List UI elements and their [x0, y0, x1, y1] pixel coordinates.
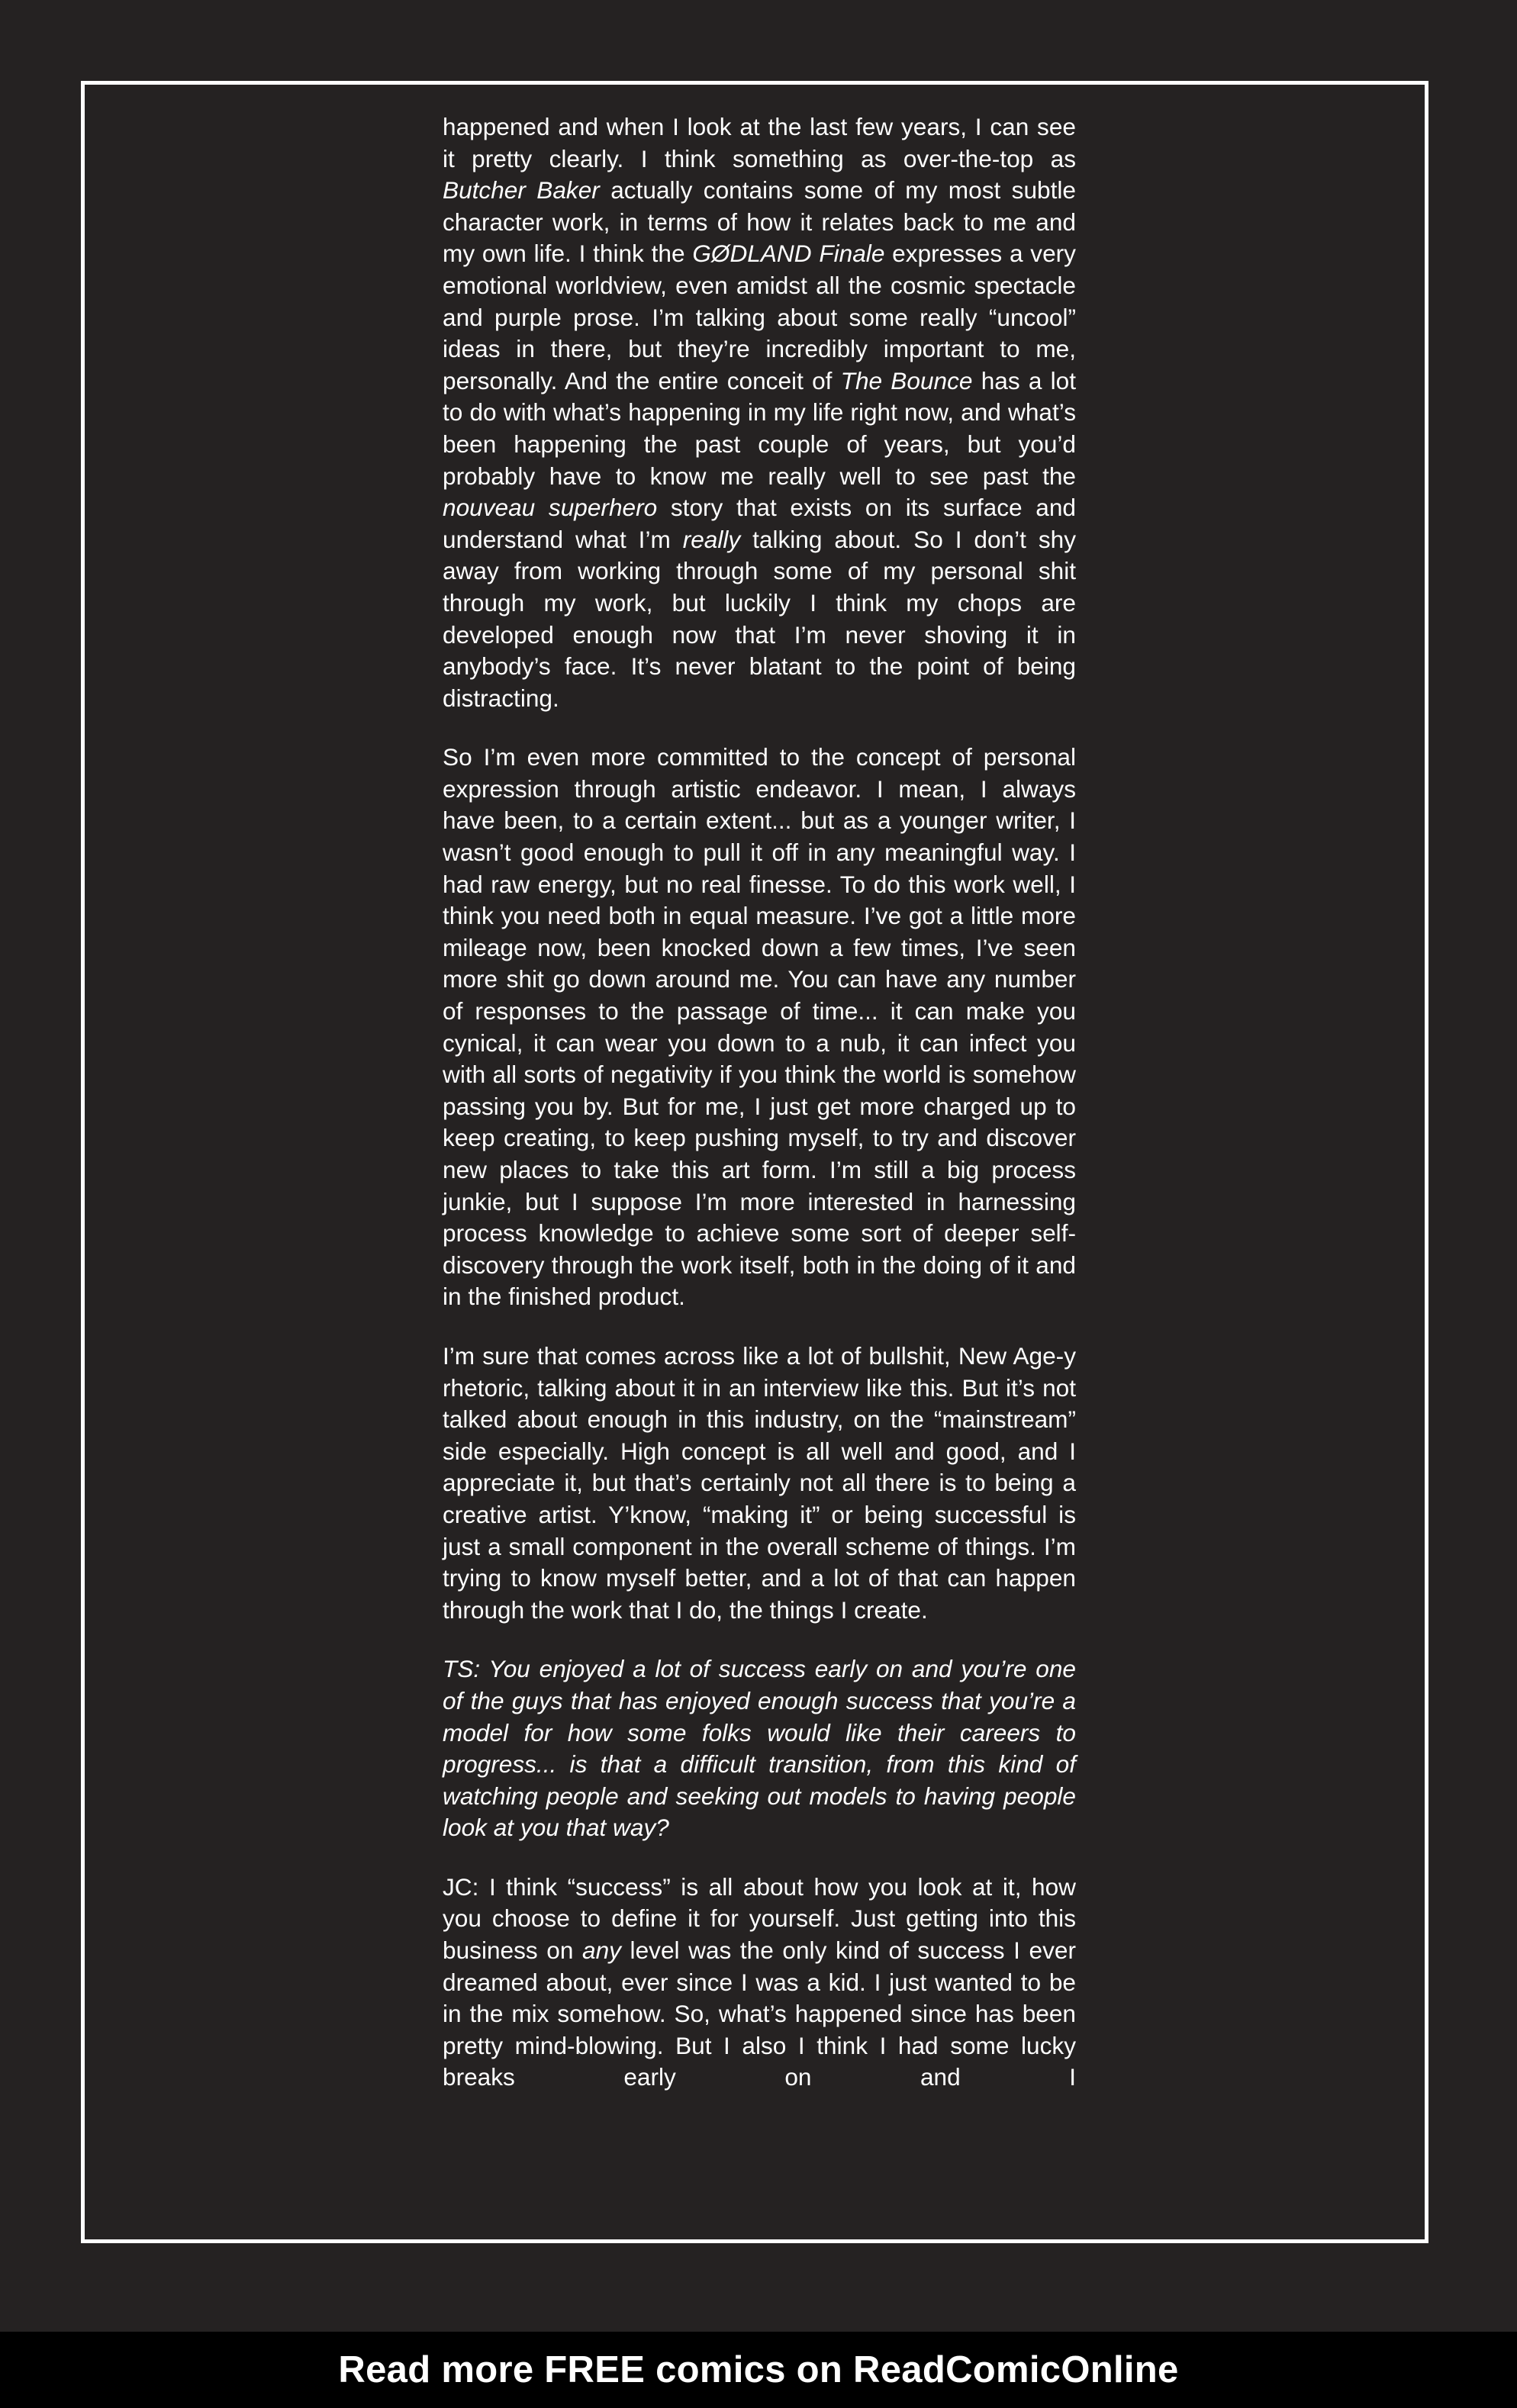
paragraph-1-text: talking about. So I don’t shy away from working through some of my personal shit through my work, but luckily I think my chops are developed enough now that I’m never shoving it in anybody’s face. It’s never blatant to the point of being distracting. [443, 525, 1076, 712]
paragraph-1-text: story that exists on its surface and understand what I’m [443, 494, 1077, 553]
emphasis-really: really [682, 525, 741, 553]
emphasis-any: any [582, 1936, 621, 1965]
interview-answer [443, 1872, 1076, 2094]
title-godland-finale: GØDLAND Finale [692, 240, 885, 268]
paragraph-1-text: happened and when I look at the last few years, I can see it pretty clearly. I think something as over-the-top as [443, 113, 1076, 172]
title-the-bounce: The Bounce [840, 366, 973, 394]
paragraph-2: So I’m even more committed to the concept of personal expression through artistic endeavor. I mean, I always have been, to a certain extent... but as a younger writer, I wasn’t good enough to pull it off in any meaningful way. I had raw energy, but no real finesse. To do this work well, I think you need both in equal measure. I’ve got a little more mileage now, been knocked down a few times, I’ve seen more shit go down around me. You can have any number of responses to the passage of time... it can make you cynical, it can wear you down to a nub, it can infect you with all sorts of negativity if you think the world is somehow passing you by. But for me, I just get more charged up to keep creating, to keep pushing myself, to try and discover new places to take this art form. I’m still a big process junkie, but I suppose I’m more interested in harnessing process knowledge to achieve some sort of deeper self-discovery through the work itself, both in the doing of it and in the finished product. [443, 743, 1076, 1311]
answer-text: JC: I think “success” is all about how you look at it, how you choose to define it for yourself. Just getting into this business on [443, 1872, 1076, 1965]
footer-banner-text: Read more FREE comics on ReadComicOnline [338, 2349, 1179, 2390]
answer-text: level was the only kind of success I ever dreamed about, ever since I was a kid. I just wanted to be in the mix somehow. So, what’s happened since has been pretty mind-blowing. But I also I think I had some lucky breaks early on and I [443, 1936, 1076, 2091]
emphasis-nouveau-superhero: nouveau superhero [443, 494, 658, 522]
interview-question: TS: You enjoyed a lot of success early on and you’re one of the guys that has enjoyed enough success that you’re a model for how some folks would like their careers to progress... is that a difficult transition, from this kind of watching people and seeking out models to having people look at you that way? [443, 1655, 1076, 1842]
paragraph-3: I’m sure that comes across like a lot of bullshit, New Age-y rhetoric, talking about it in an interview like this. But it’s not talked about enough in this industry, on the “mainstream” side especially. High concept is all well and good, and I appreciate it, but that’s certainly not all there is to being a creative artist. Y’know, “making it” or being successful is just a small component in the overall scheme of things. I’m trying to know myself better, and a lot of that can happen through the work that I do, the things I create. [443, 1341, 1076, 1624]
title-butcher-baker: Butcher Baker [443, 176, 600, 204]
paragraph-1 [443, 111, 1076, 714]
paragraph-1-text: has a lot to do with what’s happening in my life right now, and what’s been happening the past couple of years, but you’d probably have to know me really well to see past the [443, 366, 1077, 490]
paragraph-1-text: actually contains some of my most subtle character work, in terms of how it relates back to me and my own life. I think the [443, 176, 1076, 268]
footer-banner [0, 2332, 1517, 2408]
article-text-column [443, 111, 1076, 2094]
paragraph-1-text: expresses a very emotional worldview, even amidst all the cosmic spectacle and purple prose. I’m talking about some really “uncool” ideas in there, but they’re incredibly important to me, personally. And the entire conceit of [443, 240, 1076, 394]
